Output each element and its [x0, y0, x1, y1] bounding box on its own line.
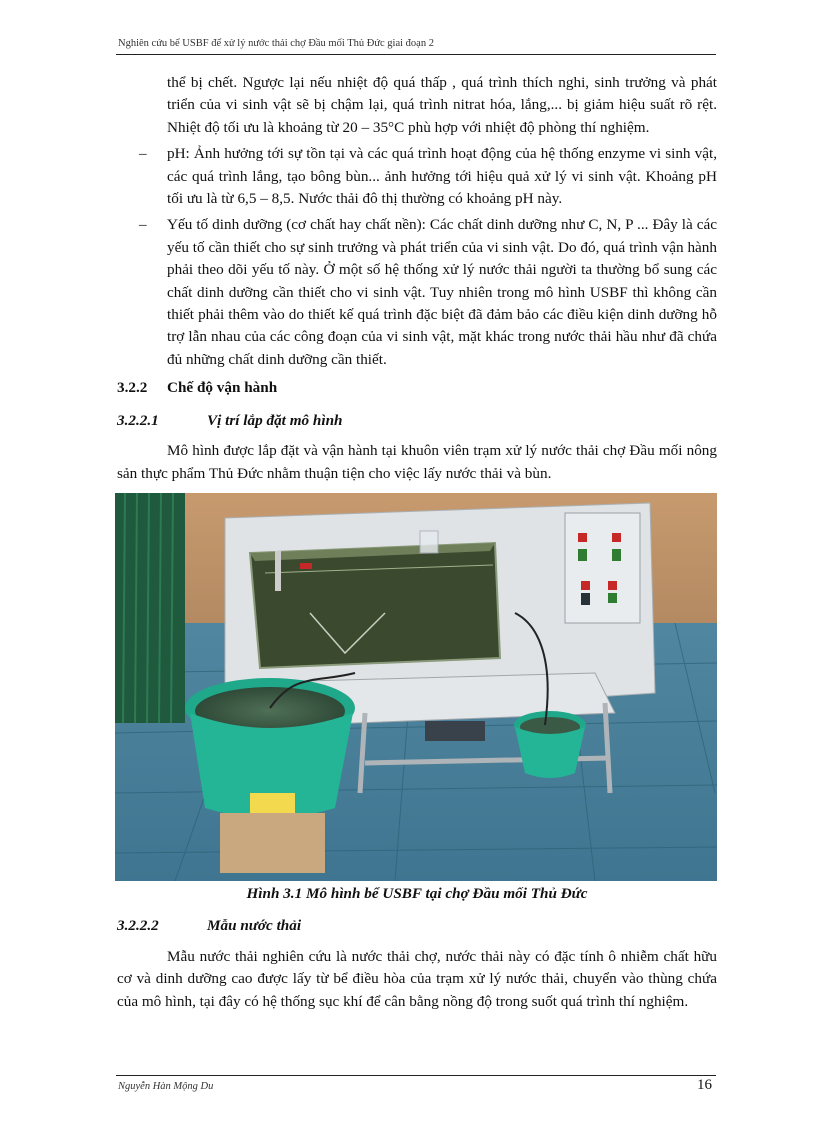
bullet-dash: – — [139, 216, 147, 234]
subsection-heading-2 — [117, 915, 717, 937]
list-item-nutrients — [117, 214, 717, 371]
subsection-title: Mẫu nước thải — [207, 917, 302, 935]
header-rule — [116, 54, 716, 55]
bullet-dash: – — [139, 145, 147, 163]
subsection-number: 3.2.2.1 — [117, 411, 159, 429]
page-number: 16 — [697, 1077, 712, 1093]
footer-rule — [116, 1075, 716, 1076]
section-title: Chế độ vận hành — [167, 379, 278, 397]
subsection-number: 3.2.2.2 — [117, 917, 159, 935]
paragraph-location: Mô hình được lắp đặt và vận hành tại khuôn viên trạm xử lý nước thải chợ Đầu mối nông sản thực phẩm Thủ Đức nhằm thuận tiện cho việc lấy nước thải và bùn. — [117, 442, 717, 482]
usbf-model-photo — [115, 493, 717, 881]
bullet-list — [117, 72, 717, 371]
figure-photo — [115, 493, 717, 881]
footer-author: Nguyễn Hàn Mộng Du — [118, 1081, 214, 1092]
list-item-ph — [117, 143, 717, 210]
subsection-heading-1 — [117, 410, 717, 432]
list-item-text: pH: Ảnh hưởng tới sự tồn tại và các quá trình hoạt động của hệ thống enzyme vi sinh vật, các quá trình lắng, tạo bông bùn... ảnh hưởng tới hiệu quả xử lý vi sinh vật. Khoảng pH tối ưu là từ 6,5 – 8,5. Nước thải đô thị thường có khoảng pH này. — [167, 145, 717, 208]
section-number: 3.2.2 — [117, 379, 148, 397]
figure-caption: Hình 3.1 Mô hình bể USBF tại chợ Đầu mối Thủ Đức — [246, 884, 588, 902]
list-item-temperature-cont: thể bị chết. Ngược lại nếu nhiệt độ quá thấp , quá trình thích nghi, sinh trưởng và phát triển của vi sinh vật sẽ bị chậm lại, quá trình nitrat hóa, lắng,... bị giảm hiệu suất rõ rệt. Nhiệt độ tối ưu là khoảng từ 20 – 35°C phù hợp với nhiệt độ phòng thí nghiệm. — [167, 74, 717, 136]
subsection-title: Vị trí lắp đặt mô hình — [207, 411, 343, 429]
page-content — [117, 72, 717, 1013]
running-header: Nghiên cứu bể USBF để xử lý nước thải chợ Đầu mối Thủ Đức giai đoạn 2 — [118, 38, 434, 49]
list-item-text: Yếu tố dinh dưỡng (cơ chất hay chất nền): Các chất dinh dưỡng như C, N, P ... Đây là các yếu tố cần thiết cho sự sinh trưởng và phát triển của vi sinh vật. Do đó, quá trình vận hành phải theo dõi yếu tố này. Ở một số hệ thống xử lý nước thải người ta thường bổ sung các chất dinh dưỡng cần thiết cho vi sinh vật. Tuy nhiên trong mô hình USBF thì không cần thiết phải thêm vào do thiết kế quá trình đặc biệt đã đảm bảo các điều kiện dinh dưỡng hỗ trợ lẫn nhau của các công đoạn của vi sinh vật, mặt khác trong nước thải hầu như đã chứa đủ những chất dinh dưỡng cần thiết. — [167, 216, 717, 368]
section-heading — [117, 377, 717, 399]
paragraph-wastewater-sample: Mẫu nước thải nghiên cứu là nước thải chợ, nước thải này có đặc tính ô nhiễm chất hữu cơ và dinh dưỡng cao được lấy từ bể điều hòa của trạm xử lý nước thải, chuyển vào thùng chứa của mô hình, tại đây có hệ thống sục khí để cân bằng nồng độ trong suốt quá trình thí nghiệm. — [117, 947, 717, 1010]
